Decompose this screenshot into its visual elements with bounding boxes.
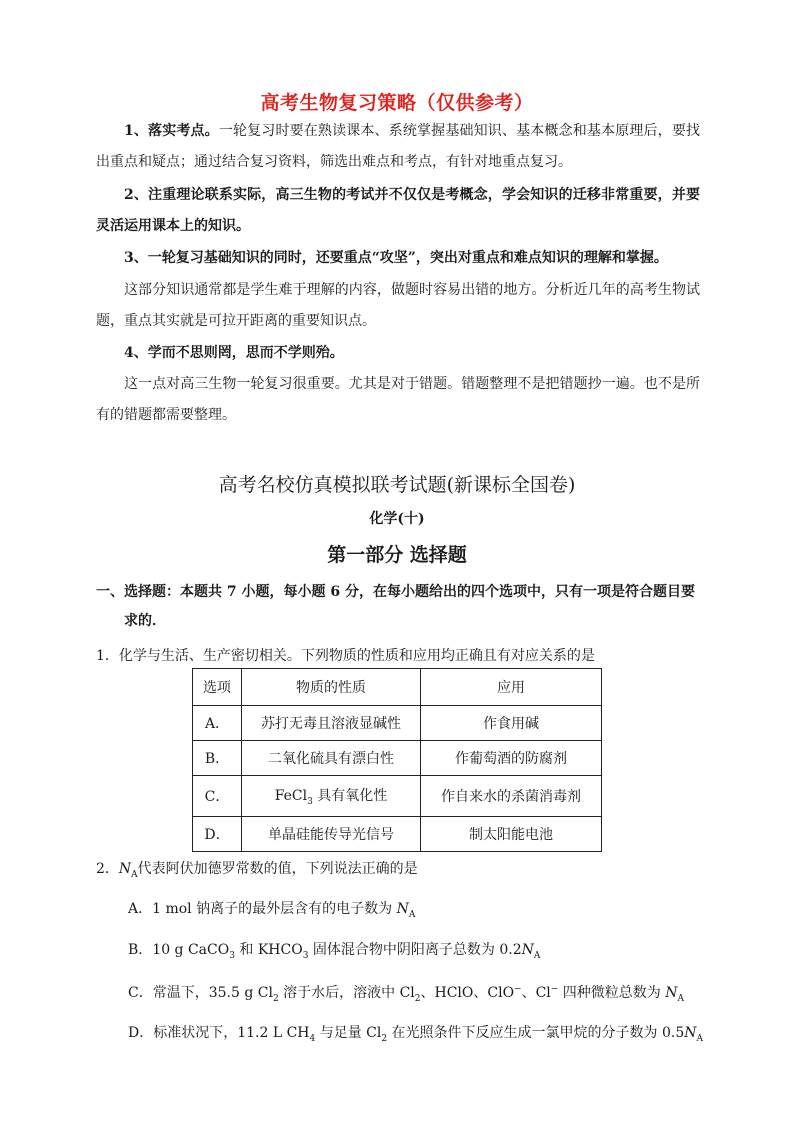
strategy-point-1 [96, 116, 700, 178]
strategy-point-4-text: 这一点对高三生物一轮复习很重要。尤其是对于错题。错题整理不是把错题抄一遍。也不是所有的错题都需要整理。 [96, 376, 700, 423]
header-application: 应用 [421, 669, 602, 706]
strategy-point-3: 3、一轮复习基础知识的同时，还要重点“攻坚”，突出对重点和难点知识的理解和掌握。 [124, 250, 668, 266]
question-1-stem: 1．化学与生活、生产密切相关。下列物质的性质和应用均正确且有对应关系的是 [96, 648, 595, 664]
section-heading-line-2: 求的． [124, 613, 166, 629]
table-row [193, 706, 602, 741]
table-row [193, 776, 602, 817]
row-property: FeCl$_3$ 具有氧化性 [242, 776, 421, 817]
question-2-option-d: D．标准状况下，11.2 L $CH_4$ 与足量 $Cl_2$ 在光照条件下反应生成一氯甲烷的分子数为 $0.5N_A$ [128, 1025, 703, 1044]
row-option: A． [193, 706, 242, 741]
question-2-option-c: C．常温下，35.5 g $Cl_2$ 溶于水后，溶液中 $Cl_2$、HClO、ClO−、Cl− 四种微粒总数为 $N_A$ [128, 984, 684, 1004]
question-2-option-b: B．10 g CaCO$_3$ 和 $KHCO_3$ 固体混合物中阴阳离子总数为 $0.2N_A$ [128, 942, 541, 961]
row-property: 单晶硅能传导光信号 [242, 817, 421, 852]
point-1-lead: 1、落实考点。 [124, 123, 219, 139]
question-1-table [192, 668, 602, 852]
part-title: 第一部分 选择题 [327, 544, 467, 566]
row-application: 作食用碱 [421, 706, 602, 741]
header-property: 物质的性质 [242, 669, 421, 706]
row-property: 苏打无毒且溶液显碱性 [242, 706, 421, 741]
row-option: C． [193, 776, 242, 817]
point-1-text: 一轮复习时要在熟读课本、系统掌握基础知识、基本概念和基本原理后，要找出重点和疑点；通过结合复习资料，筛选出难点和考点，有针对地重点复习。 [96, 123, 700, 170]
section-heading [96, 578, 700, 636]
table-row [193, 741, 602, 776]
section-heading-line-1: 一、选择题：本题共 7 小题，每小题 6 分，在每小题给出的四个选项中，只有一项是符合题目要 [96, 584, 695, 600]
row-option: D． [193, 817, 242, 852]
exam-subject: 化学(十) [369, 511, 425, 527]
row-application: 制太阳能电池 [421, 817, 602, 852]
question-2-option-a: A．1 mol 钠离子的最外层含有的电子数为 $N_A$ [128, 901, 416, 920]
header-option: 选项 [193, 669, 242, 706]
table-row [193, 817, 602, 852]
strategy-point-4: 4、学而不思则罔，思而不学则殆。 [124, 345, 344, 361]
table-header-row [193, 669, 602, 706]
strategy-point-2: 2、注重理论联系实际，高三生物的考试并不仅仅是考概念，学会知识的迁移非常重要，并要灵活运用课本上的知识。 [96, 187, 700, 234]
strategy-title: 高考生物复习策略（仅供参考） [260, 92, 534, 114]
exam-title: 高考名校仿真模拟联考试题(新课标全国卷) [218, 474, 576, 496]
row-application: 作自来水的杀菌消毒剂 [421, 776, 602, 817]
question-2-stem: 2．$N_A$代表阿伏加德罗常数的值，下列说法正确的是 [96, 861, 418, 880]
strategy-point-3-text: 这部分知识通常都是学生难于理解的内容，做题时容易出错的地方。分析近几年的高考生物试题，重点其实就是可拉开距离的重要知识点。 [96, 282, 700, 329]
row-application: 作葡萄酒的防腐剂 [421, 741, 602, 776]
row-option: B． [193, 741, 242, 776]
row-property: 二氧化硫具有漂白性 [242, 741, 421, 776]
